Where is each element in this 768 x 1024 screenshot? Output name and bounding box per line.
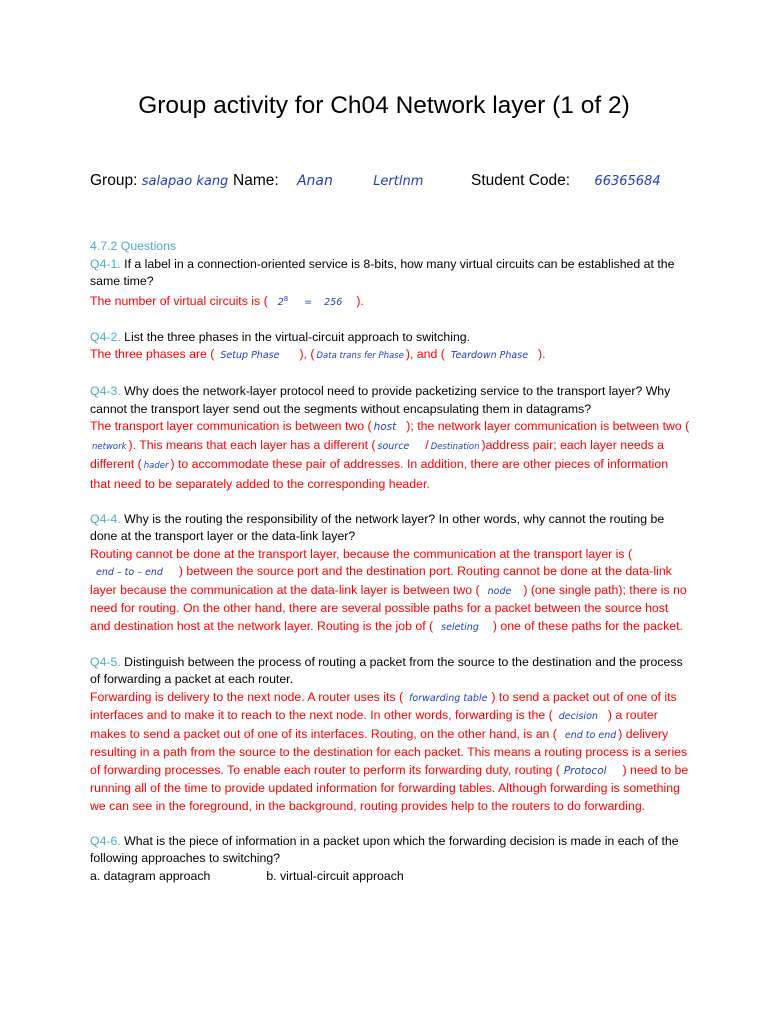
question-label: Q4-2. — [90, 329, 121, 344]
section-heading: 4.7.2 Questions — [90, 239, 177, 253]
answer-text: The transport layer communication is between two ( — [90, 419, 372, 434]
question-q4-5 — [90, 654, 690, 689]
answer-text: ), and ( — [405, 347, 445, 362]
handwritten-answer: Protocol — [563, 764, 607, 777]
answer-text: / — [425, 437, 429, 452]
handwritten-answer: source — [377, 440, 410, 452]
question-q4-3 — [90, 383, 690, 418]
handwritten-answer: Teardown Phase — [450, 350, 529, 362]
student-code-value: 66365684 — [594, 174, 661, 189]
handwritten-answer: network — [92, 441, 127, 452]
name-label: Name: — [233, 172, 279, 189]
answer-text: ), ( — [299, 347, 315, 362]
name-first-value: Anan — [296, 173, 333, 189]
question-q4-6 — [90, 833, 690, 868]
question-q4-2 — [90, 329, 690, 347]
answer-q4-5 — [90, 689, 690, 816]
answer-text: ). — [356, 293, 364, 308]
handwritten-answer: Setup Phase — [220, 350, 280, 362]
question-text: Distinguish between the process of routing a packet from the source to the destination and the process of forwarding a packet at each router. — [90, 654, 683, 687]
answer-text: ) to accommodate these pair of addresses. In addition, there are other pieces of information that need to be separately added to the corresponding header. — [90, 457, 669, 491]
group-value: salapao kang — [141, 174, 229, 189]
question-label: Q4-6. — [90, 833, 121, 848]
question-label: Q4-3. — [90, 384, 121, 399]
group-field — [90, 172, 228, 190]
handwritten-answer: decision — [558, 711, 598, 723]
question-q4-4 — [90, 511, 690, 546]
answer-text: The number of virtual circuits is ( — [90, 293, 268, 308]
answer-text: ) between the source port and the destination port. Routing cannot be done at the data-link layer because the communication at the data-link layer is between two ( — [90, 564, 672, 597]
answer-text: ) a router makes to send a packet out of one of its interfaces. Routing, on the other hand, is an ( — [90, 708, 658, 741]
fill-exponent: 8 — [283, 294, 289, 303]
answer-text: Forwarding is delivery to the next node. A router uses its ( — [90, 689, 404, 704]
handwritten-answer: Data trans fer Phase — [316, 351, 404, 362]
answer-text: The three phases are ( — [90, 347, 215, 362]
answer-q4-1 — [90, 291, 690, 312]
answer-text: ) to send a packet out of one of its interfaces and to make it to reach to the next node. In other words, forwarding is the ( — [90, 689, 677, 723]
handwritten-answer: host — [373, 421, 397, 434]
student-code-label: Student Code: — [471, 172, 571, 189]
fill-equals: = — [304, 296, 313, 308]
question-text: If a label in a connection-oriented service is 8-bits, how many virtual circuits can be established at the same time? — [90, 256, 675, 288]
name-field — [233, 172, 423, 190]
question-label: Q4-5. — [90, 654, 121, 669]
question-q4-1 — [90, 256, 690, 291]
question-text: List the three phases in the virtual-circuit approach to switching. — [120, 329, 471, 344]
question-text: Why is the routing the responsibility of the network layer? In other words, why cannot the routing be done at the transport layer or the data-link layer? — [90, 511, 665, 544]
handwritten-answer: seleting — [441, 621, 479, 633]
questions-body — [90, 238, 690, 885]
option-a: a. datagram approach — [90, 868, 211, 883]
handwritten-answer — [276, 291, 291, 312]
name-last-value: Lertlnm — [373, 174, 424, 189]
page-title: Group activity for Ch04 Network layer (1 of 2) — [138, 92, 630, 119]
question-text: Why does the network-layer protocol need to provide packetizing service to the transport layer? Why cannot the transport layer send out the segments without encapsulating them in datagrams? — [90, 384, 671, 416]
question-q4-6-options — [90, 868, 690, 886]
student-code-field — [471, 172, 661, 190]
answer-q4-3 — [90, 418, 690, 493]
answer-text: )address pair; each layer needs a different ( — [90, 437, 664, 472]
handwritten-answer: end – to – end — [96, 567, 163, 579]
answer-text: ). This means that each layer has a different ( — [128, 437, 376, 452]
handwritten-answer: node — [487, 585, 512, 597]
answer-text: Routing cannot be done at the transport layer, because the communication at the transport layer is ( — [90, 546, 633, 561]
option-b: b. virtual-circuit approach — [266, 868, 404, 883]
question-label: Q4-4. — [90, 511, 121, 526]
answer-text: ) (one single path); there is no need for routing. On the other hand, there are several possible paths for a packet between the source host and destination host at the network layer. Routing is the job of ( — [90, 582, 687, 633]
handwritten-answer: end to end — [564, 729, 617, 741]
handwritten-answer: hader — [143, 461, 169, 472]
answer-text: ) one of these paths for the packet. — [492, 618, 683, 633]
answer-q4-4 — [90, 546, 690, 637]
handwritten-answer: Destination — [430, 441, 480, 452]
fill-base: 2 — [277, 296, 284, 308]
question-text: What is the piece of information in a packet upon which the forwarding decision is made in each of the following approaches to switching? — [90, 833, 679, 866]
group-label: Group: — [90, 172, 138, 189]
answer-text: ). — [538, 347, 546, 362]
answer-text: ) need to be running all of the time to provide updated information for forwarding tables. Although forwarding is something we can see in the foreground, in the background, routing provides help to the routers to do forwarding. — [90, 762, 689, 813]
question-label: Q4-1. — [90, 256, 121, 271]
answer-q4-2 — [90, 346, 690, 366]
answer-text: ) delivery resulting in a path from the source to the destination for each packet. This means a routing process is a series of forwarding processes. To enable each router to perform its forwarding duty, routing ( — [90, 726, 688, 777]
fill-value: 256 — [324, 296, 343, 308]
handwritten-answer: forwarding table — [409, 692, 488, 704]
answer-text: ); the network layer communication is between two ( — [406, 419, 690, 434]
